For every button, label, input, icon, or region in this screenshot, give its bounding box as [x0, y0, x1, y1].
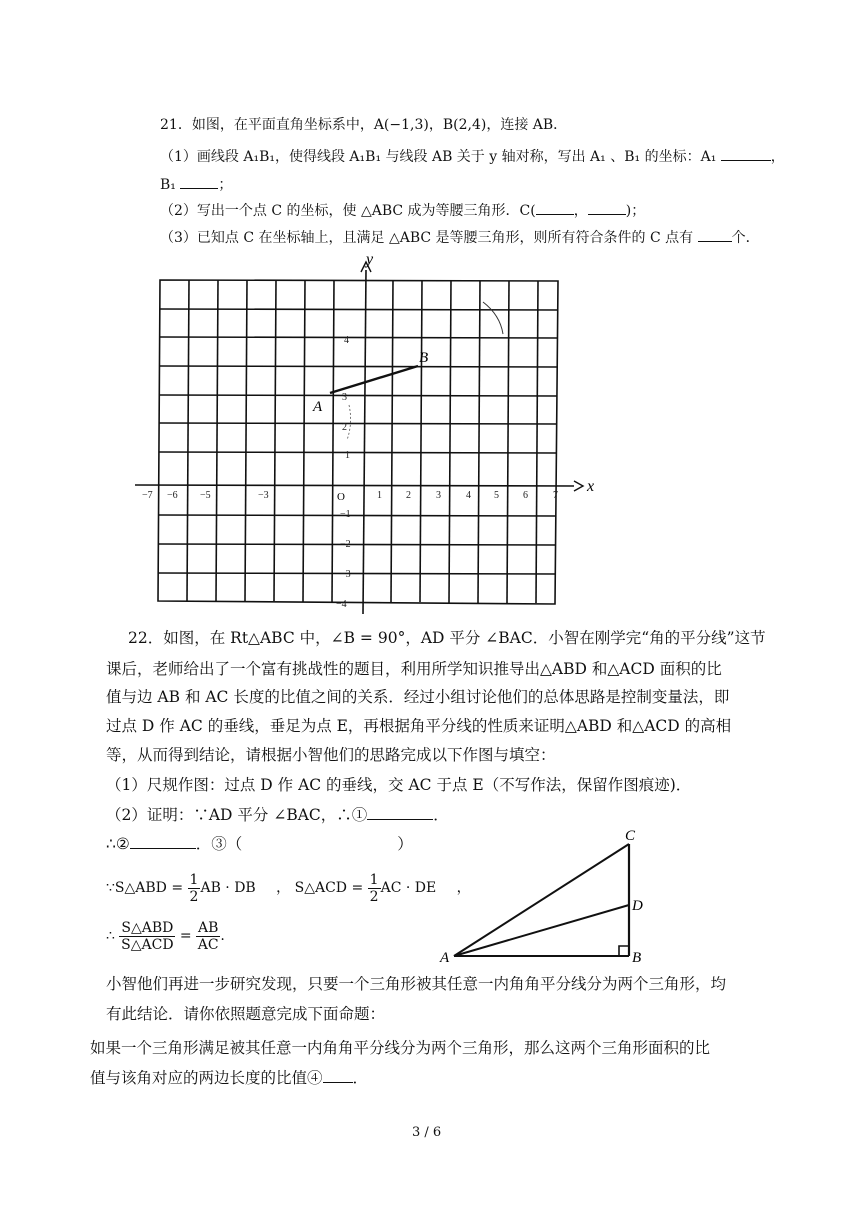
x-tick-label: 6 — [523, 490, 528, 501]
answer-blank-b1[interactable] — [180, 176, 218, 189]
q22-reason3-label: ．③（ — [195, 835, 243, 853]
q22-area-formulas — [106, 872, 471, 905]
fraction-den: AC — [197, 937, 219, 953]
y-tick-label: −1 — [340, 509, 351, 520]
q21-part2-text: （2）写出一个点 C 的坐标，使 △ABC 成为等腰三角形．C( — [160, 203, 536, 219]
vertex-c-label: C — [625, 828, 636, 844]
q22-line2: 课后，老师给出了一个富有挑战性的题目，利用所学知识推导出△ABD 和△ACD 面积的比 — [106, 660, 722, 678]
q21-part1-b1 — [160, 176, 232, 194]
x-tick-label: 7 — [553, 490, 558, 501]
fraction-area-ratio — [119, 920, 175, 953]
fraction-den: S△ACD — [121, 937, 174, 953]
vertex-d-label: D — [632, 898, 643, 914]
area-acd-lhs: ， S△ACD = — [276, 880, 364, 897]
q22-line4: 过点 D 作 AC 的垂线，垂足为点 E，再根据角平分线的性质来证明△ABD 和△ACD 的高相 — [106, 717, 732, 735]
vertex-a-label: A — [440, 950, 450, 966]
q22-part2-text: （2）证明：∵AD 平分 ∠BAC，∴① — [106, 806, 368, 824]
q21-part3-text: （3）已知点 C 在坐标轴上，且满足 △ABC 是等腰三角形，则所有符合条件的 C 点有 — [160, 230, 694, 246]
fraction-num: S△ABD — [121, 920, 174, 936]
x-tick-label: 4 — [466, 490, 471, 501]
origin-label: O — [337, 491, 345, 503]
x-axis — [135, 485, 574, 486]
answer-blank-cy[interactable] — [588, 202, 626, 215]
q21-part1: （1）画线段 A₁B₁，使得线段 A₁B₁ 与线段 AB 关于 y 轴对称，写出 A₁ 、B₁ 的坐标：A₁ ， — [160, 149, 785, 165]
area-acd-rhs: AC · DE — [380, 880, 437, 897]
x-tick-label: −5 — [200, 490, 211, 501]
right-angle-mark — [619, 946, 629, 956]
coordinate-grid — [120, 250, 610, 620]
x-tick-label: 5 — [494, 490, 499, 501]
compass-arc-mark — [347, 405, 351, 440]
y-axis-label: y — [366, 251, 374, 268]
compass-arc-mark — [483, 302, 503, 334]
q21-part2-comma: ， — [573, 203, 588, 219]
y-tick-label: 3 — [342, 392, 347, 403]
q22-claim2 — [90, 1069, 368, 1088]
point-a-label: A — [313, 399, 323, 415]
area-end: ， — [456, 880, 471, 897]
segment-ab — [330, 366, 418, 393]
x-axis-label: x — [587, 478, 595, 495]
ratio-end: . — [220, 928, 225, 945]
point-b-label: B — [419, 350, 429, 366]
q22-ratio: ∴ $\frac{\text{S△ABD}}{\text{S△ACD}}$ = $\frac{AB}{AC}$ . — [106, 920, 225, 953]
x-tick-label: −7 — [142, 490, 153, 501]
q22-line1: 22．如图，在 Rt△ABC 中，∠B = 90°，AD 平分 ∠BAC．小智在刚学完“角的平分线”这节 — [128, 629, 766, 647]
x-tick-label: −6 — [167, 490, 178, 501]
answer-blank-2[interactable] — [130, 836, 196, 849]
q21-part3 — [160, 229, 760, 247]
q21-b1-label: B₁ — [160, 177, 176, 193]
x-tick-label: 3 — [436, 490, 441, 501]
q21-part1-text: （1）画线段 A₁B₁，使得线段 A₁B₁ 与线段 AB 关于 y 轴对称，写出 A₁ 、B₁ 的坐标：A₁ — [160, 149, 717, 165]
fraction-half — [188, 872, 201, 905]
answer-blank-cx[interactable] — [536, 202, 574, 215]
fraction-den: 2 — [189, 889, 199, 905]
fraction-num: AB — [198, 920, 219, 936]
fraction-num: 1 — [189, 872, 199, 888]
answer-blank-4[interactable] — [323, 1070, 353, 1083]
q22-reason3-end: ） — [397, 835, 413, 853]
x-axis-arrow-icon — [574, 481, 583, 491]
x-tick-label: −3 — [258, 490, 269, 501]
y-tick-label: −4 — [336, 599, 347, 610]
fraction-den: 2 — [369, 889, 379, 905]
q22-further2: 有此结论．请你依照题意完成下面命题： — [106, 1005, 386, 1023]
q22-line3: 值与边 AB 和 AC 长度的比值之间的关系．经过小组讨论他们的总体思路是控制变量法，即 — [106, 688, 730, 706]
q22-further1: 小智他们再进一步研究发现，只要一个三角形被其任意一内角角平分线分为两个三角形，均 — [106, 975, 727, 993]
answer-blank-count[interactable] — [698, 229, 732, 242]
fraction-half — [368, 872, 381, 905]
triangle-figure — [430, 820, 650, 970]
q21-part2 — [160, 202, 645, 220]
y-axis — [363, 270, 366, 614]
q22-step2-label: ∴② — [106, 835, 130, 853]
q22-claim2-text: 值与该角对应的两边长度的比值④ — [90, 1069, 323, 1087]
page-number: 3 / 6 — [412, 1125, 442, 1140]
q21-b1-end: ； — [218, 177, 233, 193]
vertex-b-label: B — [632, 950, 642, 966]
x-tick-label: 1 — [377, 490, 382, 501]
q21-part2-end: )； — [625, 203, 646, 219]
q22-part2 — [106, 806, 449, 825]
q22-part1: （1）尺规作图：过点 D 作 AC 的垂线，交 AC 于点 E（不写作法，保留作图痕迹)． — [106, 776, 692, 794]
q22-claim-end: ． — [352, 1069, 369, 1087]
y-tick-label: 2 — [342, 422, 347, 433]
fraction-side-ratio — [196, 920, 220, 953]
answer-blank-1[interactable] — [367, 807, 433, 820]
answer-blank-a1[interactable] — [721, 148, 771, 161]
y-tick-label: 1 — [345, 450, 350, 461]
y-tick-label: −2 — [340, 539, 351, 550]
area-abd-lhs: ∵S△ABD = — [106, 880, 184, 897]
ratio-therefore: ∴ — [106, 928, 115, 945]
fraction-num: 1 — [369, 872, 379, 888]
q22-part2-end: ． — [433, 806, 449, 824]
area-abd-rhs: AB · DB — [200, 880, 256, 897]
q21-part3-end: 个． — [731, 230, 760, 246]
q22-claim1: 如果一个三角形满足被其任意一内角角平分线分为两个三角形，那么这两个三角形面积的比 — [90, 1039, 711, 1057]
y-tick-label: 4 — [344, 335, 349, 346]
q22-step2 — [106, 835, 413, 854]
q22-line5: 等，从而得到结论，请根据小智他们的思路完成以下作图与填空： — [106, 746, 556, 764]
y-tick-label: −3 — [340, 569, 351, 580]
x-tick-label: 2 — [406, 490, 411, 501]
q21-stem: 21．如图，在平面直角坐标系中，A(−1,3)，B(2,4)，连接 AB． — [160, 117, 568, 133]
